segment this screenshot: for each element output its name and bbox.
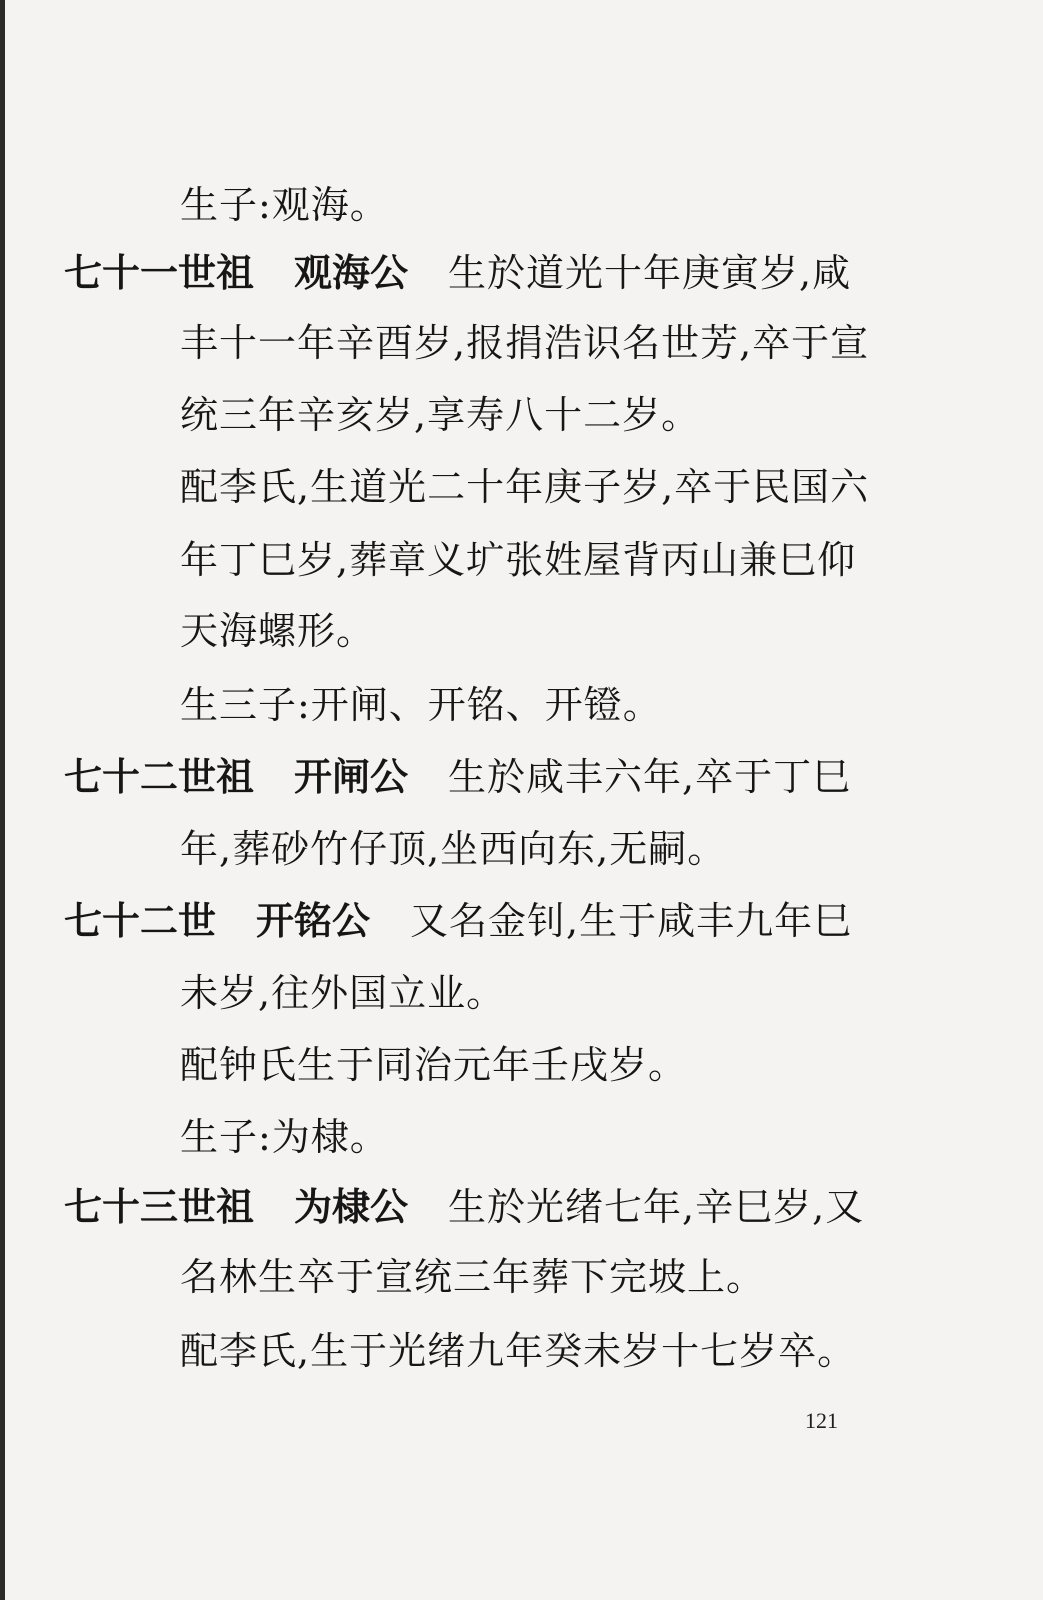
- generation-label: 七十三世祖: [64, 1185, 255, 1229]
- line-14: 生子:为棣。: [180, 1115, 389, 1159]
- generation-label: 七十二世: [64, 899, 217, 943]
- line-12: 未岁,往外国立业。: [180, 971, 506, 1015]
- entry-header-71-guanhai: [64, 248, 903, 298]
- line-10: 年,葬砂竹仔顶,坐西向东,无嗣。: [180, 827, 727, 871]
- line-13: 配钟氏生于同治元年壬戌岁。: [180, 1043, 688, 1087]
- ancestor-name: 观海公: [294, 251, 409, 295]
- ancestor-name: 开铭公: [256, 899, 371, 943]
- line-5: 配李氏,生道光二十年庚子岁,卒于民国六: [180, 465, 870, 509]
- entry-header-73-weidi: [64, 1182, 903, 1232]
- entry-text: 生於道光十年庚寅岁,咸: [448, 251, 852, 295]
- entry-text: 又名金钊,生于咸丰九年巳: [410, 899, 853, 943]
- line-7: 天海螺形。: [180, 609, 376, 653]
- line-4: 统三年辛亥岁,享寿八十二岁。: [180, 393, 701, 437]
- line-1: 生子:观海。: [180, 183, 389, 227]
- line-17: 配李氏,生于光绪九年癸未岁十七岁卒。: [180, 1329, 857, 1373]
- line-8: 生三子:开闸、开铭、开镫。: [180, 683, 662, 727]
- line-3: 丰十一年辛酉岁,报捐浩识名世芳,卒于宣: [180, 321, 870, 365]
- entry-header-72-kaizha: [64, 752, 903, 802]
- page-number: 121: [805, 1408, 838, 1433]
- generation-label: 七十二世祖: [64, 755, 255, 799]
- generation-label: 七十一世祖: [64, 251, 255, 295]
- line-6: 年丁巳岁,葬章义圹张姓屋背丙山兼巳仰: [180, 538, 857, 582]
- ancestor-name: 开闸公: [294, 755, 409, 799]
- line-16: 名林生卒于宣统三年葬下完坡上。: [180, 1255, 766, 1299]
- ancestor-name: 为棣公: [294, 1185, 409, 1229]
- entry-text: 生於咸丰六年,卒于丁巳: [448, 755, 852, 799]
- entry-text: 生於光绪七年,辛巳岁,又: [448, 1185, 865, 1229]
- entry-header-72-kaiming: [64, 896, 903, 946]
